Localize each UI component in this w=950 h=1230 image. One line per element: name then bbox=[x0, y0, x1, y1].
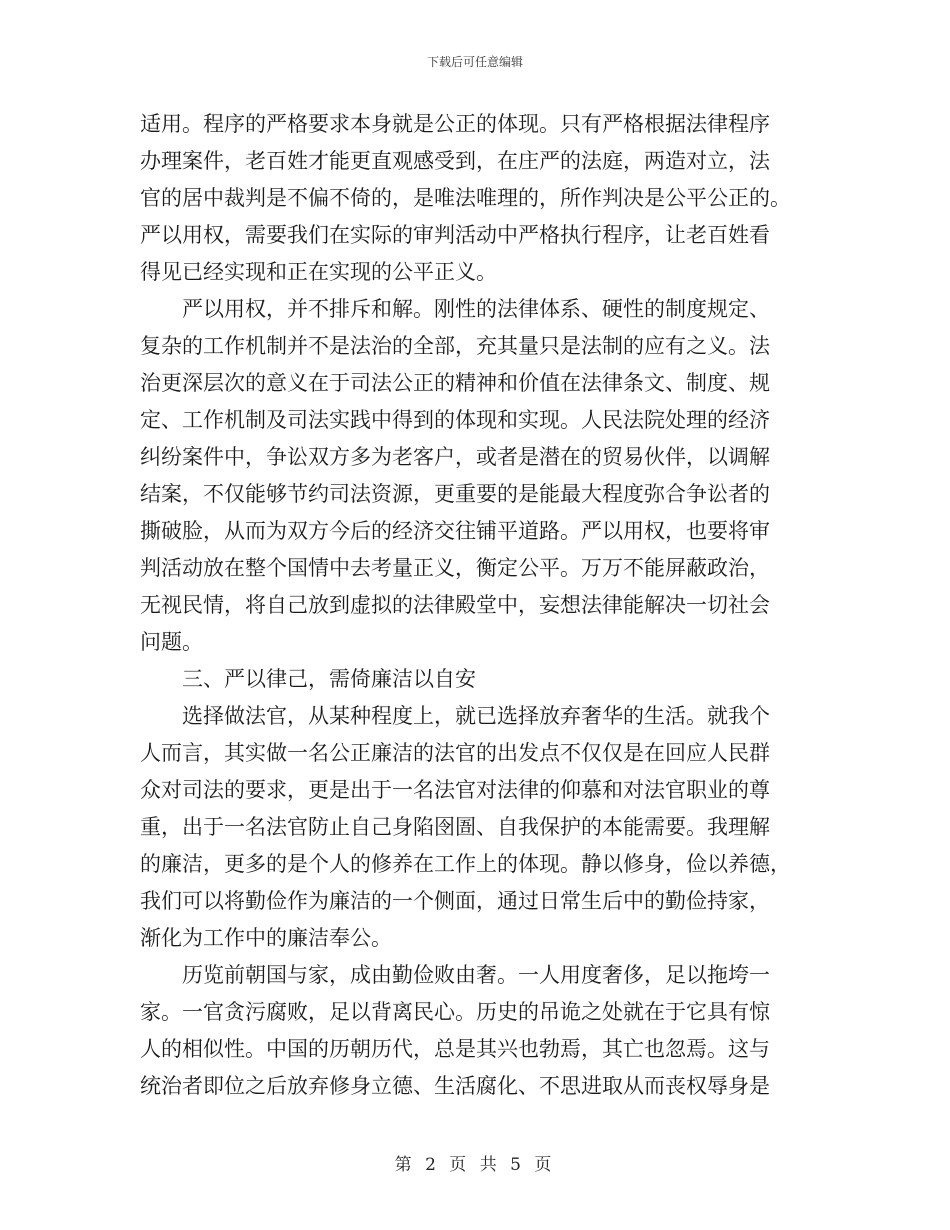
page-header: 下载后可任意编辑 bbox=[426, 55, 523, 69]
page-number-footer: 第 2 页 共 5 页 bbox=[394, 1155, 556, 1175]
text-line: 严以用权，需要我们在实际的审判活动中严格执行程序，让老百姓看 bbox=[140, 223, 770, 247]
text-line: 问题。 bbox=[140, 630, 203, 654]
section-heading-text: 三、严以律己，需倚廉洁以自安 bbox=[182, 667, 476, 691]
text-line: 无视民情，将自己放到虚拟的法律殿堂中，妄想法律能解决一切社会 bbox=[140, 593, 770, 617]
text-line: 判活动放在整个国情中去考量正义，衡定公平。万万不能屏蔽政治， bbox=[140, 556, 770, 580]
text-line: 办理案件，老百姓才能更直观感受到，在庄严的法庭，两造对立，法 bbox=[140, 149, 770, 173]
text-line: 的廉洁，更多的是个人的修养在工作上的体现。静以修身，俭以养德， bbox=[140, 852, 791, 876]
text-line: 得见已经实现和正在实现的公平正义。 bbox=[140, 260, 497, 284]
text-line: 众对司法的要求，更是出于一名法官对法律的仰慕和对法官职业的尊 bbox=[140, 778, 770, 802]
text-line: 渐化为工作中的廉洁奉公。 bbox=[140, 926, 392, 950]
document-body bbox=[140, 106, 810, 1105]
text-line: 定、工作机制及司法实践中得到的体现和实现。人民法院处理的经济 bbox=[140, 408, 770, 432]
paragraph-4 bbox=[140, 957, 810, 1105]
text-line: 人而言，其实做一名公正廉洁的法官的出发点不仅仅是在回应人民群 bbox=[140, 741, 770, 765]
text-line: 治更深层次的意义在于司法公正的精神和价值在法律条文、制度、规 bbox=[140, 371, 770, 395]
paragraph-1 bbox=[140, 106, 810, 291]
paragraph-2 bbox=[140, 291, 810, 661]
paragraph-3 bbox=[140, 698, 810, 957]
text-line: 撕破脸，从而为双方今后的经济交往铺平道路。严以用权，也要将审 bbox=[140, 519, 770, 543]
section-heading bbox=[140, 661, 810, 698]
text-line: 历览前朝国与家，成由勤俭败由奢。一人用度奢侈，足以拖垮一 bbox=[182, 963, 770, 987]
text-line: 我们可以将勤俭作为廉洁的一个侧面，通过日常生后中的勤俭持家， bbox=[140, 889, 770, 913]
text-line: 结案，不仅能够节约司法资源，更重要的是能最大程度弥合争讼者的 bbox=[140, 482, 770, 506]
text-line: 人的相似性。中国的历朝历代，总是其兴也勃焉，其亡也忽焉。这与 bbox=[140, 1037, 770, 1061]
text-line: 纠纷案件中，争讼双方多为老客户，或者是潜在的贸易伙伴，以调解 bbox=[140, 445, 770, 469]
text-line: 严以用权，并不排斥和解。刚性的法律体系、硬性的制度规定、 bbox=[182, 297, 770, 321]
text-line: 统治者即位之后放弃修身立德、生活腐化、不思进取从而丧权辱身是 bbox=[140, 1074, 770, 1098]
text-line: 重，出于一名法官防止自己身陷囹圄、自我保护的本能需要。我理解 bbox=[140, 815, 770, 839]
text-line: 选择做法官，从某种程度上，就已选择放弃奢华的生活。就我个 bbox=[182, 704, 770, 728]
text-line: 官的居中裁判是不偏不倚的，是唯法唯理的，所作判决是公平公正的。 bbox=[140, 186, 791, 210]
text-line: 复杂的工作机制并不是法治的全部，充其量只是法制的应有之义。法 bbox=[140, 334, 770, 358]
text-line: 家。一官贪污腐败，足以背离民心。历史的吊诡之处就在于它具有惊 bbox=[140, 1000, 770, 1024]
text-line: 适用。程序的严格要求本身就是公正的体现。只有严格根据法律程序 bbox=[140, 112, 770, 136]
